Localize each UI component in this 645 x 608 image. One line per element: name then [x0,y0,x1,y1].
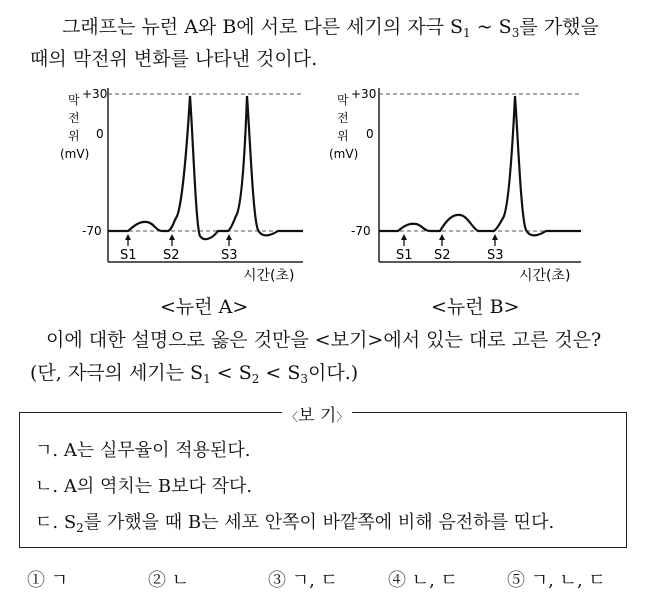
y-axis-label-1: 막 [68,93,80,107]
y-axis-label-2: 전 [68,111,80,125]
bogi-item-3: ㄷ. $S_2$를 가했을 때 B는 세포 안쪽이 바깥쪽에 비해 음전하를 띤다. [35,512,555,535]
stim-label-s1-a: S1 [120,248,137,263]
stim-label-s3-b: S3 [487,248,504,263]
y-axis-label-4-b: (mV) [329,147,359,161]
arrow-s2-a [169,234,175,240]
y-axis-label-3-b: 위 [337,129,349,143]
bogi-title: 〈보 기〉 [282,401,352,426]
x-axis-label-a: 시간(초) [243,268,295,284]
choice-4[interactable]: ④ ㄴ, ㄷ [388,570,458,591]
y-axis-label-1-b: 막 [337,93,349,107]
x-axis-label-b: 시간(초) [519,268,571,284]
arrow-s1-b [401,234,407,240]
bogi-item-2: ㄴ. A의 역치는 B보다 작다. [35,476,253,497]
question-line-2: 때의 막전위 변화를 나타낸 것이다. [30,48,318,70]
y-axis-label-4: (mV) [60,147,90,161]
y-tick-0-b: 0 [366,127,374,141]
y-axis-label-3: 위 [68,129,80,143]
arrow-s3-a [226,234,232,240]
membrane-potential-graphs [0,78,645,318]
stim-label-s1-b: S1 [396,248,413,263]
choice-5[interactable]: ⑤ ㄱ, ㄴ, ㄷ [507,570,606,591]
neuron-b-graph [329,87,581,284]
stim-label-s2-b: S2 [434,248,451,263]
y-tick-minus70-b: -70 [351,224,371,238]
neuron-b-caption: <뉴런 B> [431,296,520,318]
y-tick-0: 0 [96,127,104,141]
prompt-line-1: 이에 대한 설명으로 옳은 것만을 <보기>에서 있는 대로 고른 것은? [46,329,602,351]
prompt-line-2: (단, 자극의 세기는 $S_1 < S_2 < S_3$이다.) [30,362,359,386]
y-axis-label-2-b: 전 [337,111,349,125]
stim-label-s3-a: S3 [221,248,238,263]
y-tick-plus30-b: +30 [351,87,377,101]
question-line-1: 그래프는 뉴런 A와 B에 서로 다른 세기의 자극 $S_1$ ~ $S_3$를 가했을 [62,16,599,40]
neuron-a-caption: <뉴런 A> [160,296,249,318]
neuron-a-graph [60,87,303,284]
neuron-b-trace [379,96,581,235]
choice-1[interactable]: ① ㄱ [27,570,69,591]
arrow-s1-a [125,234,131,240]
neuron-a-trace [108,96,303,239]
arrow-s2-b [439,234,445,240]
y-tick-plus30: +30 [82,87,108,101]
y-tick-minus70: -70 [82,224,102,238]
bogi-item-1: ㄱ. A는 실무율이 적용된다. [35,440,251,461]
choice-3[interactable]: ③ ㄱ, ㄷ [268,570,338,591]
choice-2[interactable]: ② ㄴ [148,570,190,591]
arrow-s3-b [492,234,498,240]
stim-label-s2-a: S2 [163,248,180,263]
